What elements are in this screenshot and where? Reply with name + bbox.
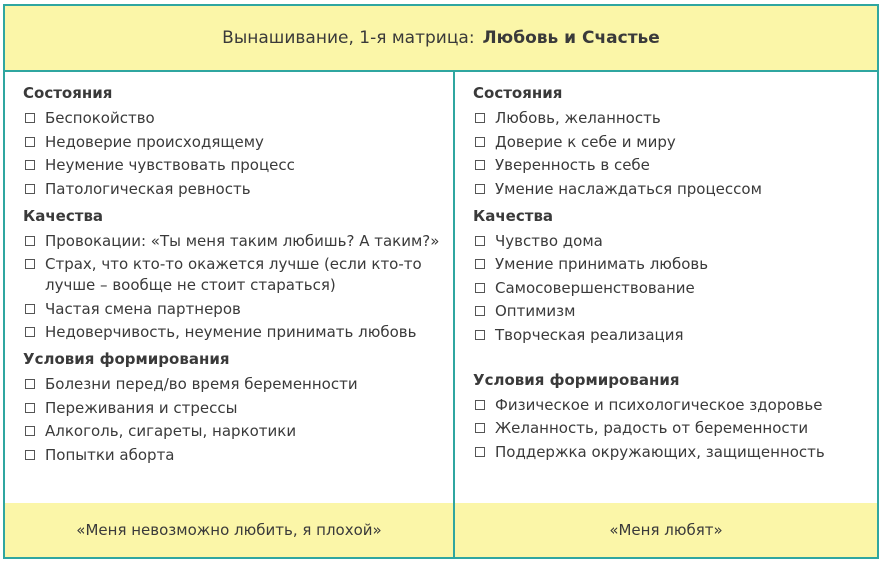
table-header [5, 6, 877, 72]
checkbox-icon [25, 327, 35, 337]
list-item-text: Самосовершенствование [495, 278, 695, 297]
list-item-text: Переживания и стрессы [45, 398, 238, 417]
checkbox-icon [475, 330, 485, 340]
list-item [473, 418, 877, 439]
list-item [23, 445, 453, 466]
list-item-text: Умение принимать любовь [495, 255, 709, 273]
list-item [23, 374, 453, 395]
checkbox-icon [25, 184, 35, 194]
header-prefix: Вынашивание, 1-я матрица: [222, 28, 475, 48]
checkbox-icon [475, 160, 485, 170]
list-item [23, 179, 453, 200]
list-item-text: Алкоголь, сигареты, наркотики [45, 422, 297, 440]
list-item-text: Недоверие происходящему [45, 132, 264, 151]
conditions-list [473, 395, 877, 463]
checkbox-icon [475, 113, 485, 123]
conditions-title: Условия формирования [473, 370, 680, 389]
list-item-text: Поддержка окружающих, защищенность [495, 442, 825, 461]
states-title: Состояния [23, 84, 113, 102]
list-item [23, 132, 453, 153]
right-footer-text: «Меня любят» [609, 521, 723, 539]
states-list [473, 108, 877, 200]
checkbox-icon [475, 400, 485, 410]
left-footer-text: «Меня невозможно любить, я плохой» [76, 521, 382, 539]
list-item [473, 155, 877, 176]
qualities-list [473, 231, 877, 346]
list-item [473, 254, 877, 275]
checkbox-icon [25, 379, 35, 389]
checkbox-icon [25, 160, 35, 170]
qualities-list [23, 231, 453, 344]
states-title: Состояния [473, 84, 563, 102]
checkbox-icon [475, 447, 485, 457]
right-footer [455, 503, 877, 557]
list-item-text: Доверие к себе и миру [495, 132, 676, 151]
checkbox-icon [25, 113, 35, 123]
conditions-list [23, 374, 453, 466]
list-item-text: Умение наслаждаться процессом [495, 179, 762, 198]
checkbox-icon [475, 184, 485, 194]
list-item [473, 278, 877, 299]
left-column [5, 72, 455, 503]
left-footer [5, 503, 455, 557]
list-item [23, 299, 453, 320]
qualities-title: Качества [23, 206, 104, 225]
list-item-text: Беспокойство [45, 109, 155, 127]
checkbox-icon [25, 236, 35, 246]
list-item-text: Оптимизм [495, 302, 576, 320]
list-item [473, 132, 877, 153]
list-item-text: Частая смена партнеров [45, 299, 241, 318]
list-item-text: Патологическая ревность [45, 179, 251, 198]
list-item-text: Болезни перед/во время беременности [45, 375, 358, 393]
list-item [473, 179, 877, 200]
qualities-title: Качества [473, 206, 554, 225]
states-list [23, 108, 453, 200]
checkbox-icon [475, 259, 485, 269]
list-item-text: Попытки аборта [45, 445, 175, 464]
list-item-text: Уверенность в себе [495, 156, 650, 174]
list-item-text: Любовь, желанность [495, 109, 661, 127]
list-item-text: Недоверчивость, неумение принимать любовь [45, 323, 417, 341]
list-item-text: Чувство дома [495, 231, 603, 250]
list-item-text: Творческая реализация [495, 325, 684, 344]
list-item [23, 421, 453, 442]
list-item [23, 155, 453, 176]
list-item [23, 231, 453, 252]
list-item [473, 395, 877, 416]
header-title: Любовь и Счастье [482, 28, 660, 48]
list-item [473, 301, 877, 322]
list-item [23, 322, 453, 343]
checkbox-icon [25, 450, 35, 460]
matrix-table [3, 4, 879, 559]
list-item [473, 325, 877, 346]
conditions-title: Условия формирования [23, 350, 230, 368]
list-item [473, 442, 877, 463]
list-item [23, 398, 453, 419]
list-item [23, 254, 453, 296]
checkbox-icon [25, 304, 35, 314]
checkbox-icon [475, 137, 485, 147]
list-item [473, 231, 877, 252]
checkbox-icon [25, 426, 35, 436]
checkbox-icon [475, 283, 485, 293]
list-item-text: Физическое и психологическое здоровье [495, 395, 823, 414]
checkbox-icon [475, 423, 485, 433]
list-item-text: Страх, что кто-то окажется лучше (если кто-то лучше – вообще не стоит стараться) [45, 255, 422, 294]
checkbox-icon [475, 236, 485, 246]
list-item [23, 108, 453, 129]
checkbox-icon [475, 306, 485, 316]
checkbox-icon [25, 137, 35, 147]
list-item-text: Провокации: «Ты меня таким любишь? А таким?» [45, 231, 440, 250]
checkbox-icon [25, 403, 35, 413]
right-column [455, 72, 877, 503]
list-item [473, 108, 877, 129]
list-item-text: Желанность, радость от беременности [495, 419, 809, 437]
checkbox-icon [25, 259, 35, 269]
list-item-text: Неумение чувствовать процесс [45, 156, 295, 174]
